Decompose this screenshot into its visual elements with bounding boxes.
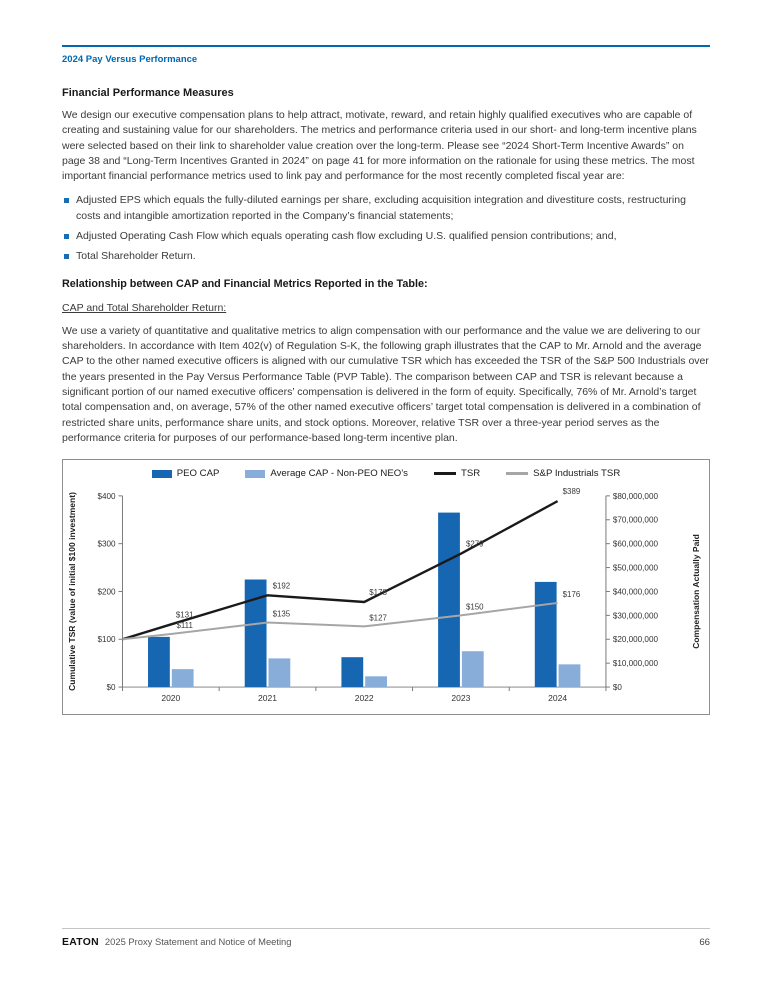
bullet-square-icon [64,254,69,259]
header-rule [62,45,710,47]
left-axis-title: Cumulative TSR (value of initial $100 investment) [66,492,77,692]
bar-avg-cap-2023 [462,651,484,687]
left-tick-label: $200 [97,587,116,597]
point-label: $178 [369,588,387,598]
legend-swatch-peo-cap [152,470,172,478]
list-item [64,193,710,223]
pvp-chart [62,459,710,715]
bullet-text-adjusted-eps: Adjusted EPS which equals the fully-diluted earnings per share, excluding acquisition integration and divestiture costs, restructuring costs and intangible amortization reported in the Company’s financial statements; [76,194,686,222]
x-category-label: 2024 [548,693,568,704]
bar-avg-cap-2022 [365,677,387,688]
point-label: $150 [465,602,484,612]
pvp-chart-svg [65,481,707,711]
cap-tsr-paragraph: We use a variety of quantitative and qualitative metrics to align compensation with our performance and the value we are delivering to our shareholders. In accordance with Item 402(v) of Regulation S-K, the following graph illustrates that the CAP to Mr. Arnold and the average CAP to the other named executive officers is aligned with our cumulative TSR which has exceeded the TSR of the S&P 500 Industrials over the years presented in the Pay Versus Performance Table (PVP Table). The comparison between CAP and TSR is relevant because a significant portion of our named executive officers’ compensation is delivered in the form of equity. Specifically, 76% of Mr. Arnold’s target total compensation and, on average, 57% of the other named executive officers’ target total compensation is delivered in a combination of restricted share units, performance share units, and stock options. Moreover, relative TSR over a three-year period serves as the performance criteria for purposes of our performance-based long-term incentive plan. [62,324,709,444]
legend-swatch-avg-cap [245,470,265,478]
point-label: $135 [272,609,291,619]
right-tick-label: $60,000,000 [612,539,658,549]
right-axis-title: Compensation Actually Paid [691,534,702,650]
legend-item-tsr [434,468,480,479]
bullet-text-adjusted-ocf: Adjusted Operating Cash Flow which equals operating cash flow excluding U.S. qualified pension contributions; and, [76,229,617,242]
right-tick-label: $50,000,000 [612,563,658,573]
right-tick-label: $0 [612,683,622,693]
bar-avg-cap-2021 [269,659,291,688]
chart-legend [65,468,707,479]
heading-financial-performance: Financial Performance Measures [62,87,234,99]
right-tick-label: $70,000,000 [612,515,658,525]
bar-peo-cap-2023 [438,513,460,687]
legend-item-avg-cap [245,468,408,479]
x-category-label: 2021 [258,693,277,704]
bullet-square-icon [64,198,69,203]
point-label: $389 [562,487,581,497]
footer-left [62,936,292,948]
legend-label-avg-cap: Average CAP - Non-PEO NEO’s [270,468,408,480]
list-item [64,249,710,264]
legend-swatch-sp-tsr [506,472,528,475]
legend-label-tsr: TSR [460,468,481,480]
right-tick-label: $80,000,000 [612,492,658,502]
point-label: $111 [176,621,193,631]
point-label: $176 [562,590,581,600]
bar-peo-cap-2020 [148,637,170,687]
left-tick-label: $0 [106,683,116,693]
left-tick-label: $100 [97,635,116,645]
bullet-square-icon [64,234,69,239]
x-category-label: 2023 [451,693,471,704]
right-tick-label: $10,000,000 [612,659,658,669]
bar-avg-cap-2020 [172,669,194,687]
legend-item-peo-cap [152,468,220,479]
list-item [64,229,710,244]
x-category-label: 2022 [354,693,374,704]
intro-paragraph: We design our executive compensation plans to help attract, motivate, reward, and retain highly qualified executives who are capable of creating and sustaining value for our shareholders. The metrics and performance criteria used in our short- and long-term incentive plans were selected based on their link to shareholder value creation over the long-term. Please see “2024 Short-Term Incentive Awards” on page 38 and “Long-Term Incentives Granted in 2024” on page 41 for more information on the rationale for using these metrics. The most important financial performance metrics used to link pay and performance for the most recently completed fiscal year are: [62,109,697,183]
point-label: $192 [272,581,291,591]
right-tick-label: $40,000,000 [612,587,658,597]
footer-text: 2025 Proxy Statement and Notice of Meeting [104,936,292,947]
point-label: $131 [175,610,194,620]
metrics-bullet-list [64,193,710,263]
point-label: $279 [465,539,484,549]
right-tick-label: $30,000,000 [612,611,658,621]
bar-peo-cap-2022 [341,657,363,687]
point-label: $127 [369,613,387,623]
legend-label-peo-cap: PEO CAP [176,468,220,480]
legend-label-sp-tsr: S&P Industrials TSR [533,468,621,480]
subhead-cap-tsr: CAP and Total Shareholder Return: [62,301,227,314]
page-number: 66 [699,937,710,948]
x-category-label: 2020 [161,693,181,704]
left-tick-label: $300 [97,539,116,549]
legend-swatch-tsr [434,472,456,475]
heading-relationship: Relationship between CAP and Financial Metrics Reported in the Table: [62,277,428,290]
brand-logo: EATON [62,937,99,948]
legend-item-sp-tsr [506,468,620,479]
bullet-text-tsr: Total Shareholder Return. [76,249,196,262]
bar-peo-cap-2024 [535,582,557,687]
bar-avg-cap-2024 [559,665,581,688]
page-footer [62,928,710,948]
left-tick-label: $400 [97,492,116,502]
section-label: 2024 Pay Versus Performance [62,54,198,65]
right-tick-label: $20,000,000 [612,635,658,645]
